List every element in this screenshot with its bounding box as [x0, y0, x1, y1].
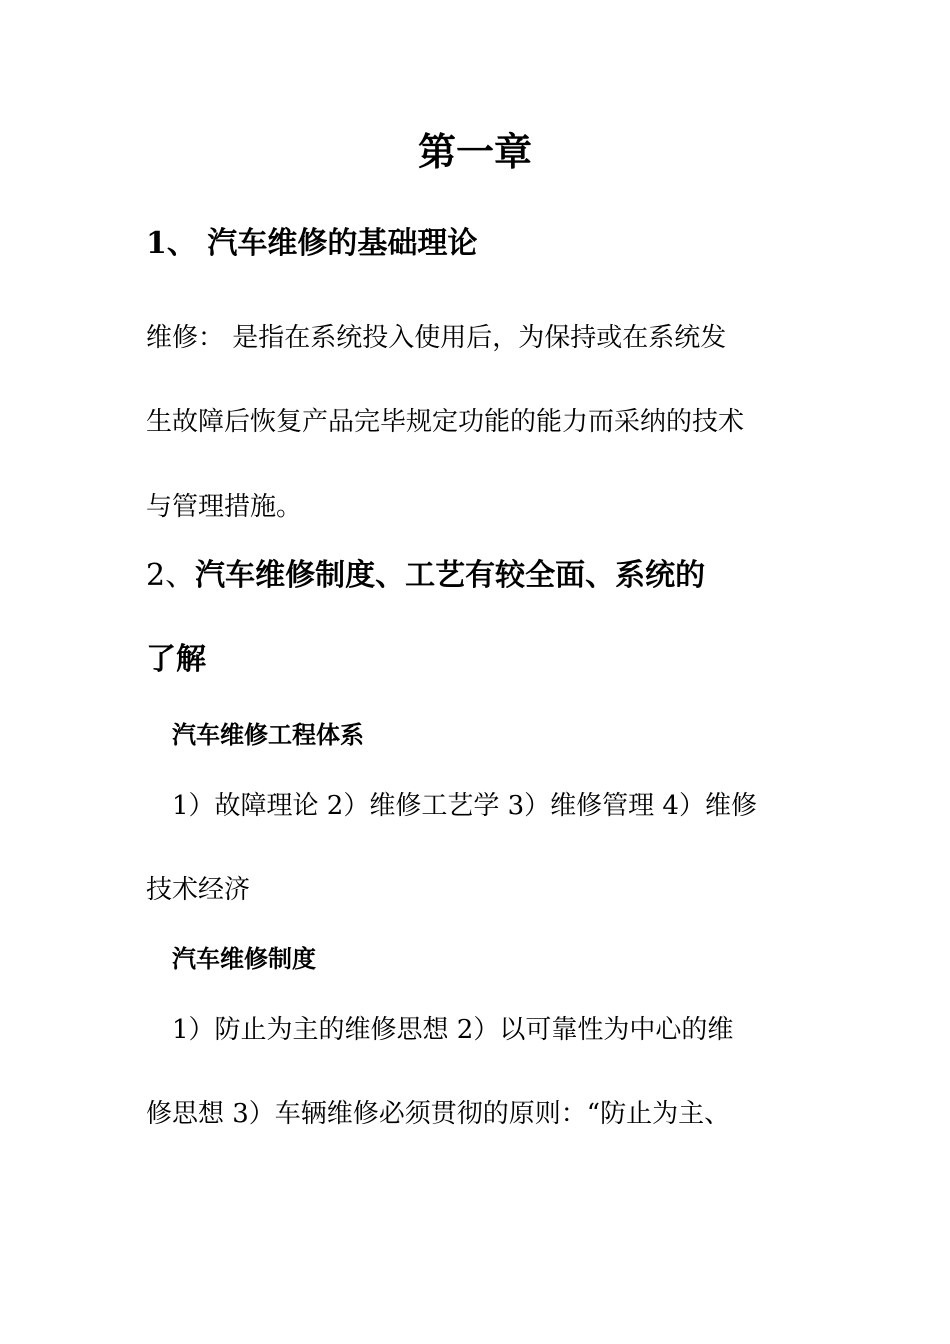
subsection1-line-1: 1）故障理论 2）维修工艺学 3）维修管理 4）维修 [172, 791, 757, 821]
subsection-title-engineering-system: 汽车维修工程体系 [172, 720, 364, 749]
section2-heading-line-2: 了解 [146, 642, 206, 677]
section2-heading-text: 汽车维修制度、工艺有较全面、系统的 [195, 558, 706, 593]
subsection2-line-1: 1）防止为主的维修思想 2）以可靠性为中心的维 [172, 1015, 734, 1045]
section2-heading-number: 2、 [146, 558, 196, 593]
section2-heading-line-1 [146, 558, 706, 593]
section1-heading: 1、 汽车维修的基础理论 [146, 226, 478, 261]
section1-paragraph-line-3: 与管理措施。 [146, 492, 303, 522]
subsection1-line-2: 技术经济 [146, 875, 251, 905]
section1-paragraph-line-1: 维修： 是指在系统投入使用后，为保持或在系统发 [146, 323, 727, 353]
subsection2-line-2: 修思想 3）车辆维修必须贯彻的原则：“防止为主、 [146, 1099, 731, 1129]
section1-paragraph-line-2: 生故障后恢复产品完毕规定功能的能力而采纳的技术 [146, 407, 745, 437]
chapter-title: 第一章 [417, 129, 532, 174]
subsection-title-maintenance-system: 汽车维修制度 [172, 944, 316, 973]
